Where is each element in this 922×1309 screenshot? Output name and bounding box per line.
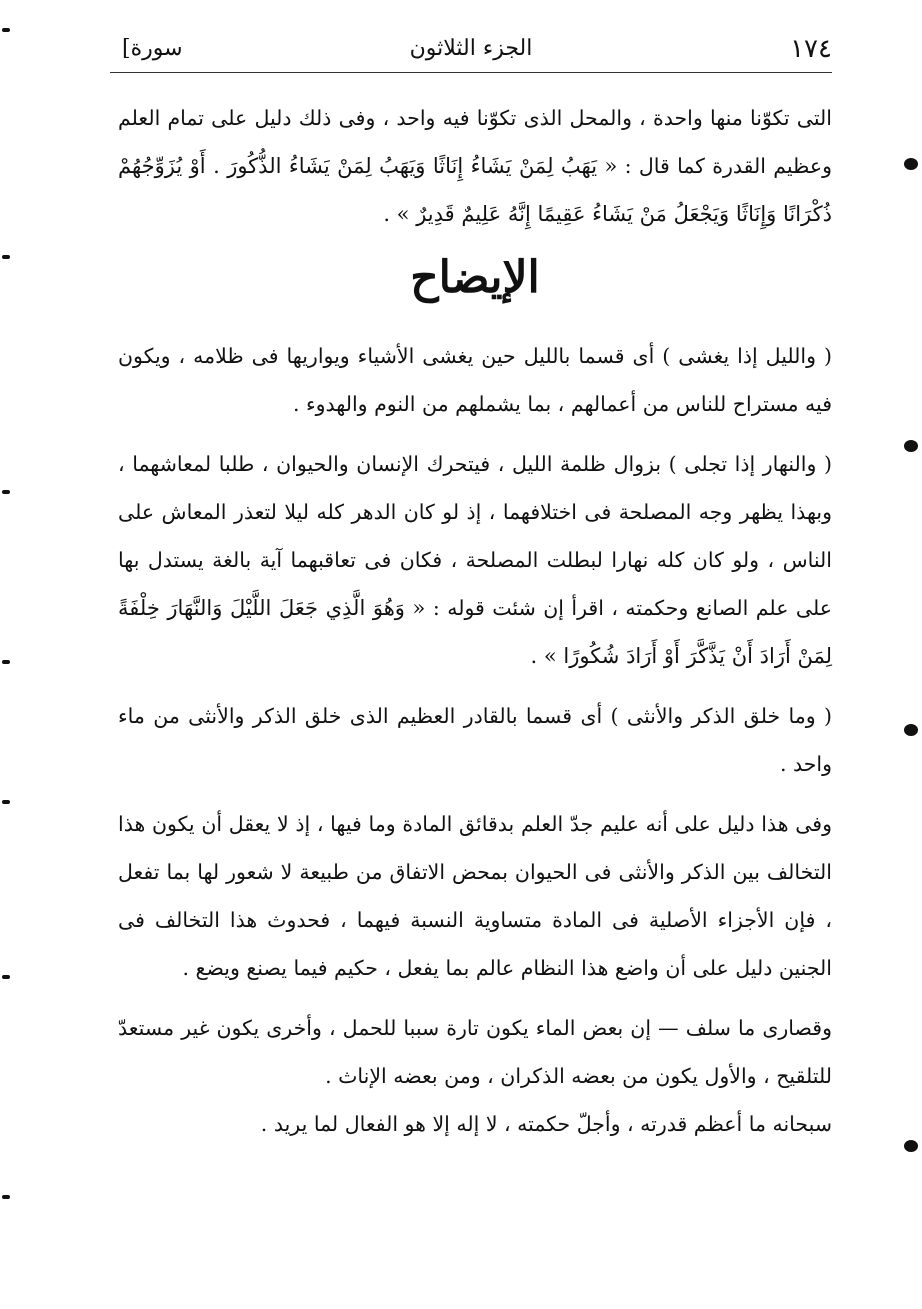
- quran-verse-2: « وَهُوَ الَّذِي جَعَلَ اللَّيْلَ وَالنَّهَارَ خِلْفَةً لِمَنْ أَرَادَ أَنْ يَذَّكَّرَ أَوْ أَرَادَ شُكُورًا » .: [118, 596, 832, 668]
- paragraph-summary: وقصارى ما سلف — إن بعض الماء يكون تارة سببا للحمل ، وأخرى يكون غير مستعدّ للتلقيح ، والأول يكون من بعضه الذكران ، ومن بعضه الإناث .: [118, 1016, 832, 1088]
- page-header: [110, 30, 832, 74]
- paragraph-male-female: ( وما خلق الذكر والأنثى ) أى قسما بالقادر العظيم الذى خلق الذكر والأنثى من ماء واحد .: [118, 704, 832, 776]
- section-title: الإيضاح: [410, 252, 540, 303]
- paragraph-evidence: وفى هذا دليل على أنه عليم جدّ العلم بدقائق المادة وما فيها ، إذ لا يعقل أن يكون هذا التخالف بين الذكر والأنثى فى الحيوان بمحض الاتفاق من طبيعة لا شعور لها بما تفعل ، فإن الأجزاء الأصلية فى المادة متساوية النسبة فيهما ، فحدوث هذا التخالف فى الجنين دليل على أن واضع هذا النظام عالم بما يفعل ، حكيم فيما يصنع ويضع .: [118, 812, 832, 980]
- scan-mark: [2, 660, 10, 664]
- paragraph-day: [118, 440, 832, 680]
- scan-mark: [904, 440, 918, 452]
- paragraph-night: ( والليل إذا يغشى ) أى قسما بالليل حين يغشى الأشياء ويواريها فى ظلامه ، ويكون فيه مستراح للناس من أعمالهم ، بما يشملهم من النوم والهدوء .: [118, 344, 832, 416]
- scan-mark: [2, 975, 10, 979]
- scan-mark: [2, 255, 10, 259]
- scan-mark: [2, 490, 10, 494]
- intro-text: التى تكوّنا منها واحدة ، والمحل الذى تكوّنا فيه واحد ، وفى ذلك دليل على تمام العلم وعظيم القدرة كما قال :: [118, 106, 832, 178]
- intro-paragraph: [118, 94, 832, 238]
- scan-mark: [904, 724, 918, 736]
- juz-title: الجزء الثلاثون: [409, 36, 533, 61]
- page-number: ١٧٤: [790, 34, 832, 64]
- paragraph-closing: سبحانه ما أعظم قدرته ، وأجلّ حكمته ، لا إله إلا هو الفعال لما يريد .: [260, 1112, 832, 1136]
- scan-mark: [904, 1140, 918, 1152]
- scan-mark: [904, 158, 918, 170]
- paragraph-day-text: ( والنهار إذا تجلى ) بزوال ظلمة الليل ، فيتحرك الإنسان والحيوان ، طلبا لمعاشهما ، وبهذا يظهر وجه المصلحة فى اختلافهما ، إذ لو كان الدهر كله ليلا لتعذر المعاش على الناس ، ولو كان كله نهارا لبطلت المصلحة ، فكان فى تعاقبهما آية بالغة يستدل بها على علم الصانع وحكمته ، اقرأ إن شئت قوله :: [118, 452, 832, 620]
- scan-mark: [2, 800, 10, 804]
- scan-mark: [2, 28, 10, 32]
- scan-mark: [2, 1195, 10, 1199]
- page-body: [118, 94, 832, 1148]
- surah-label: سورة]: [122, 36, 183, 61]
- quran-verse: « يَهَبُ لِمَنْ يَشَاءُ إِنَاثًا وَيَهَبُ لِمَنْ يَشَاءُ الذُّكُورَ . أَوْ يُزَوِّجُهُمْ ذُكْرَانًا وَإِنَاثًا وَيَجْعَلُ مَنْ يَشَاءُ عَقِيمًا إِنَّهُ عَلِيمٌ قَدِيرٌ » .: [118, 154, 832, 226]
- header-divider: [110, 72, 832, 73]
